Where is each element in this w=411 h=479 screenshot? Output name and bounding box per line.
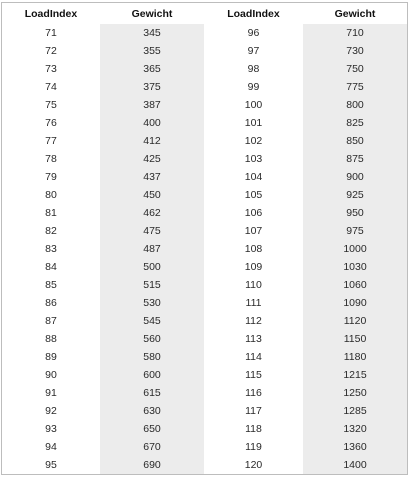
table-row <box>2 42 407 60</box>
weight-cell: 545 <box>100 312 204 330</box>
weight-cell: 500 <box>100 258 204 276</box>
load-index-cell: 89 <box>45 351 57 363</box>
load-index-cell: 99 <box>247 81 260 93</box>
load-index-cell: 90 <box>45 369 57 381</box>
weight-cell: 690 <box>100 456 204 474</box>
table-row <box>2 258 407 276</box>
weight-cell: 800 <box>303 96 407 114</box>
table-row <box>2 384 407 402</box>
load-index-cell: 92 <box>45 405 57 417</box>
weight-cell: 365 <box>100 60 204 78</box>
weight-cell: 1030 <box>303 258 407 276</box>
load-index-cell: 75 <box>45 99 57 111</box>
table-row <box>2 114 407 132</box>
weight-cell: 825 <box>303 114 407 132</box>
weight-cell: 580 <box>100 348 204 366</box>
load-index-cell: 95 <box>45 459 57 471</box>
header-weight-1: Gewicht <box>100 3 204 24</box>
load-index-cell: 79 <box>45 171 57 183</box>
weight-cell: 650 <box>100 420 204 438</box>
weight-cell: 345 <box>100 24 204 42</box>
load-index-cell: 101 <box>244 117 263 129</box>
table-row <box>2 312 407 330</box>
load-index-cell: 98 <box>247 63 260 75</box>
table-row <box>2 204 407 222</box>
load-index-cell: 85 <box>45 279 57 291</box>
load-index-cell: 120 <box>244 459 263 471</box>
weight-cell: 450 <box>100 186 204 204</box>
table-row <box>2 420 407 438</box>
weight-cell: 400 <box>100 114 204 132</box>
weight-cell: 1150 <box>303 330 407 348</box>
weight-cell: 1285 <box>303 402 407 420</box>
table-row <box>2 276 407 294</box>
weight-cell: 412 <box>100 132 204 150</box>
load-index-cell: 88 <box>45 333 57 345</box>
weight-cell: 1000 <box>303 240 407 258</box>
load-index-cell: 103 <box>244 153 263 165</box>
load-index-cell: 119 <box>245 441 262 453</box>
weight-cell: 515 <box>100 276 204 294</box>
load-index-cell: 96 <box>247 27 260 39</box>
load-index-cell: 108 <box>244 243 263 255</box>
table-row <box>2 294 407 312</box>
table-row <box>2 330 407 348</box>
load-index-cell: 117 <box>245 405 262 417</box>
weight-cell: 875 <box>303 150 407 168</box>
load-index-cell: 73 <box>45 63 57 75</box>
weight-cell: 530 <box>100 294 204 312</box>
load-index-cell: 76 <box>45 117 57 129</box>
load-index-cell: 111 <box>245 297 262 309</box>
table-body <box>2 24 407 474</box>
load-index-cell: 93 <box>45 423 57 435</box>
load-index-cell: 116 <box>245 387 262 399</box>
load-index-cell: 115 <box>245 369 262 381</box>
weight-cell: 975 <box>303 222 407 240</box>
weight-cell: 387 <box>100 96 204 114</box>
weight-cell: 487 <box>100 240 204 258</box>
table-row <box>2 240 407 258</box>
load-index-cell: 91 <box>45 387 57 399</box>
weight-cell: 437 <box>100 168 204 186</box>
weight-cell: 730 <box>303 42 407 60</box>
header-weight-2: Gewicht <box>303 3 407 24</box>
load-index-cell: 82 <box>45 225 57 237</box>
weight-cell: 462 <box>100 204 204 222</box>
load-index-cell: 104 <box>244 171 263 183</box>
load-index-cell: 94 <box>45 441 57 453</box>
table-row <box>2 222 407 240</box>
table-row <box>2 96 407 114</box>
load-index-cell: 71 <box>45 27 57 39</box>
load-index-cell: 80 <box>45 189 57 201</box>
load-index-cell: 106 <box>244 207 263 219</box>
weight-cell: 1060 <box>303 276 407 294</box>
weight-cell: 850 <box>303 132 407 150</box>
load-index-cell: 107 <box>244 225 263 237</box>
weight-cell: 750 <box>303 60 407 78</box>
load-index-table <box>2 3 407 474</box>
load-index-cell: 100 <box>244 99 263 111</box>
load-index-cell: 84 <box>45 261 57 273</box>
weight-cell: 950 <box>303 204 407 222</box>
load-index-cell: 97 <box>247 45 260 57</box>
table-row <box>2 60 407 78</box>
load-index-cell: 110 <box>245 279 262 291</box>
load-index-table-container <box>1 2 408 475</box>
load-index-cell: 87 <box>45 315 57 327</box>
table-row <box>2 438 407 456</box>
header-load-index-1: LoadIndex <box>2 3 100 24</box>
table-row <box>2 150 407 168</box>
table-row <box>2 132 407 150</box>
table-row <box>2 186 407 204</box>
load-index-cell: 112 <box>245 315 262 327</box>
weight-cell: 1250 <box>303 384 407 402</box>
load-index-cell: 113 <box>245 333 262 345</box>
weight-cell: 900 <box>303 168 407 186</box>
table-row <box>2 78 407 96</box>
weight-cell: 615 <box>100 384 204 402</box>
table-row <box>2 168 407 186</box>
weight-cell: 1120 <box>303 312 407 330</box>
load-index-cell: 72 <box>45 45 57 57</box>
load-index-cell: 83 <box>45 243 57 255</box>
weight-cell: 1320 <box>303 420 407 438</box>
weight-cell: 355 <box>100 42 204 60</box>
weight-cell: 630 <box>100 402 204 420</box>
table-row <box>2 348 407 366</box>
weight-cell: 425 <box>100 150 204 168</box>
table-row <box>2 456 407 474</box>
table-row <box>2 402 407 420</box>
load-index-cell: 105 <box>244 189 263 201</box>
weight-cell: 1360 <box>303 438 407 456</box>
table-row <box>2 366 407 384</box>
load-index-cell: 81 <box>45 207 57 219</box>
weight-cell: 1090 <box>303 294 407 312</box>
load-index-cell: 114 <box>245 351 262 363</box>
weight-cell: 475 <box>100 222 204 240</box>
load-index-cell: 86 <box>45 297 57 309</box>
load-index-cell: 74 <box>45 81 57 93</box>
weight-cell: 1215 <box>303 366 407 384</box>
load-index-cell: 102 <box>244 135 263 147</box>
weight-cell: 1180 <box>303 348 407 366</box>
weight-cell: 560 <box>100 330 204 348</box>
load-index-cell: 78 <box>45 153 57 165</box>
weight-cell: 375 <box>100 78 204 96</box>
header-load-index-2: LoadIndex <box>204 3 303 24</box>
weight-cell: 1400 <box>303 456 407 474</box>
weight-cell: 600 <box>100 366 204 384</box>
table-header-row <box>2 3 407 24</box>
load-index-cell: 118 <box>245 423 262 435</box>
load-index-cell: 77 <box>45 135 57 147</box>
load-index-cell: 109 <box>244 261 263 273</box>
table-row <box>2 24 407 42</box>
weight-cell: 670 <box>100 438 204 456</box>
weight-cell: 775 <box>303 78 407 96</box>
weight-cell: 710 <box>303 24 407 42</box>
weight-cell: 925 <box>303 186 407 204</box>
